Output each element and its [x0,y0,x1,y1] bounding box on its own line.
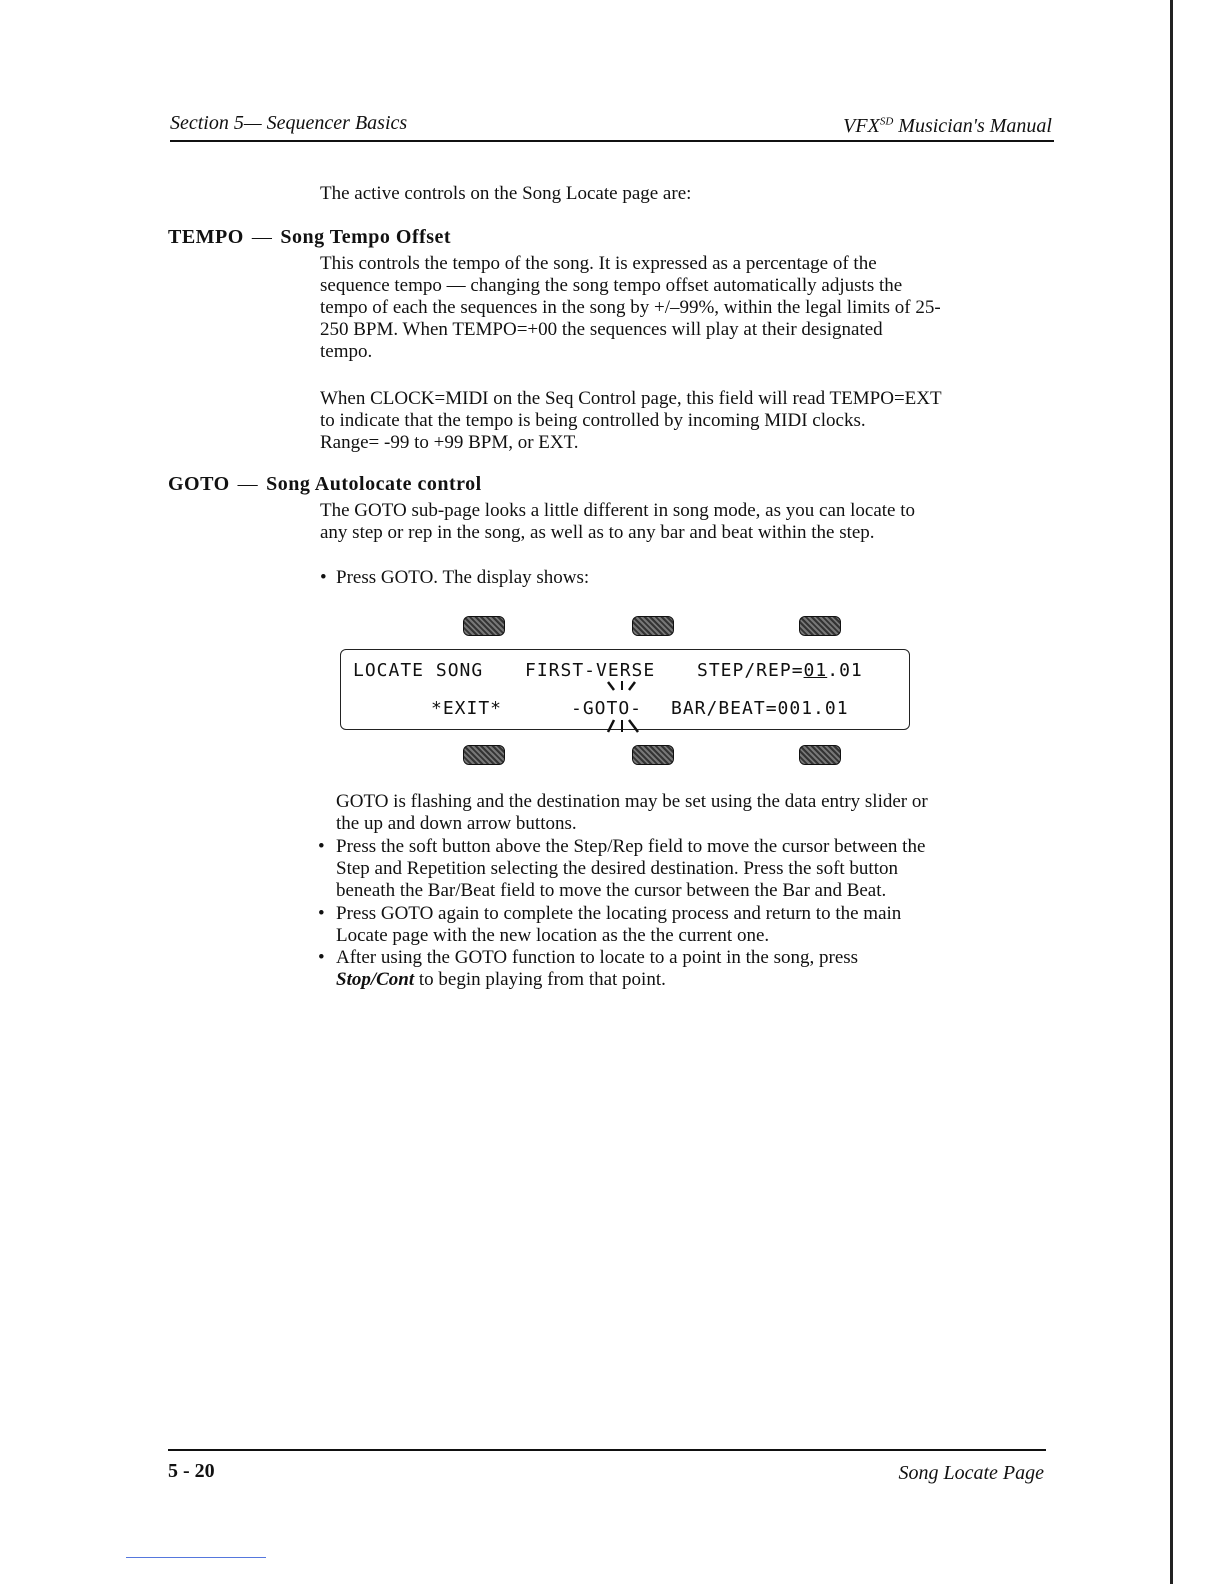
text-line: Locate page with the new location as the the current one. [336,925,770,946]
bullet-after-goto [336,947,858,991]
bullet-step-rep [336,836,925,902]
soft-button-top-right[interactable] [799,616,841,636]
text-line: any step or rep in the song, as well as to any bar and beat within the step. [320,522,875,543]
text-line: sequence tempo — changing the song tempo offset automatically adjusts the [320,275,903,296]
intro-text: The active controls on the Song Locate page are: [320,183,692,204]
flashing-rays-icon [581,678,661,734]
tempo-term: TEMPO [168,226,244,248]
lcd-rep-value: .01 [827,660,863,681]
header-rule [170,140,1054,142]
manual-superscript: SD [879,115,894,128]
text-line: Range= -99 to +99 BPM, or EXT. [320,432,579,453]
tempo-title: Song Tempo Offset [280,226,452,248]
goto-dash: — [237,473,259,495]
soft-button-top-center[interactable] [632,616,674,636]
bullet-marker: • [318,903,325,924]
press-goto-text: Press GOTO. The display shows: [336,567,590,588]
soft-button-top-left[interactable] [463,616,505,636]
bullet-marker: • [318,947,325,968]
text-line: beneath the Bar/Beat field to move the cursor between the Bar and Beat. [336,880,887,901]
lcd-goto-flashing: -GOTO- [571,698,643,719]
text-line: tempo of each the sequences in the song by +/–99%, within the legal limits of 25- [320,297,941,318]
text-line: The GOTO sub-page looks a little different in song mode, as you can locate to [320,500,916,521]
text-line: This controls the tempo of the song. It is expressed as a percentage of the [320,253,877,274]
soft-button-bottom-center[interactable] [632,745,674,765]
tempo-dash: — [251,226,273,248]
lcd-display [340,649,910,730]
text-line: to indicate that the tempo is being controlled by incoming MIDI clocks. [320,410,866,431]
header-section: Section 5— Sequencer Basics [170,112,408,134]
goto-heading [168,473,482,496]
lcd-song-name: FIRST-VERSE [525,660,656,681]
manual-suffix: Musician's Manual [893,115,1052,137]
text-line: GOTO is flashing and the destination may be set using the data entry slider or [336,791,928,812]
text-line: Press GOTO again to complete the locating process and return to the main [336,903,902,924]
header-manual-title [843,115,1052,138]
goto-term: GOTO [168,473,230,495]
text-line: When CLOCK=MIDI on the Seq Control page, this field will read TEMPO=EXT [320,388,942,409]
manual-prefix: VFX [843,115,880,137]
lcd-step-rep-label: STEP/REP= [697,660,804,681]
text-line: Step and Repetition selecting the desired destination. Press the soft button [336,858,898,879]
lcd-locate-song: LOCATE SONG [353,660,484,681]
bullet-marker: • [318,836,325,857]
page-number: 5 - 20 [168,1460,215,1482]
text-line: After using the GOTO function to locate to a point in the song, press [336,947,859,968]
text-line: tempo. [320,341,373,362]
tempo-heading [168,226,451,249]
stop-cont-key: Stop/Cont [336,969,415,990]
lcd-bar-beat: BAR/BEAT=001.01 [671,698,849,719]
text-line: Press the soft button above the Step/Rep field to move the cursor between the [336,836,926,857]
soft-button-bottom-left[interactable] [463,745,505,765]
goto-flashing-text [336,791,928,835]
tempo-description [320,253,941,363]
lcd-step-cursor: 01 [803,660,828,681]
lcd-step-rep [697,660,863,681]
soft-button-bottom-right[interactable] [799,745,841,765]
text-line: the up and down arrow buttons. [336,813,577,834]
text-fragment: to begin playing from that point. [414,969,666,990]
scan-link-underline [126,1557,266,1558]
footer-page-title: Song Locate Page [898,1462,1044,1484]
goto-title: Song Autolocate control [266,473,482,495]
footer-rule [168,1449,1046,1451]
text-line: 250 BPM. When TEMPO=+00 the sequences will play at their designated [320,319,883,340]
bullet-press-goto-again [336,903,901,947]
goto-description [320,500,915,544]
bullet-marker: • [320,567,327,588]
tempo-clock-note [320,388,942,454]
text-line [336,969,858,991]
scan-edge-line [1170,0,1173,1584]
lcd-exit: *EXIT* [431,698,503,719]
